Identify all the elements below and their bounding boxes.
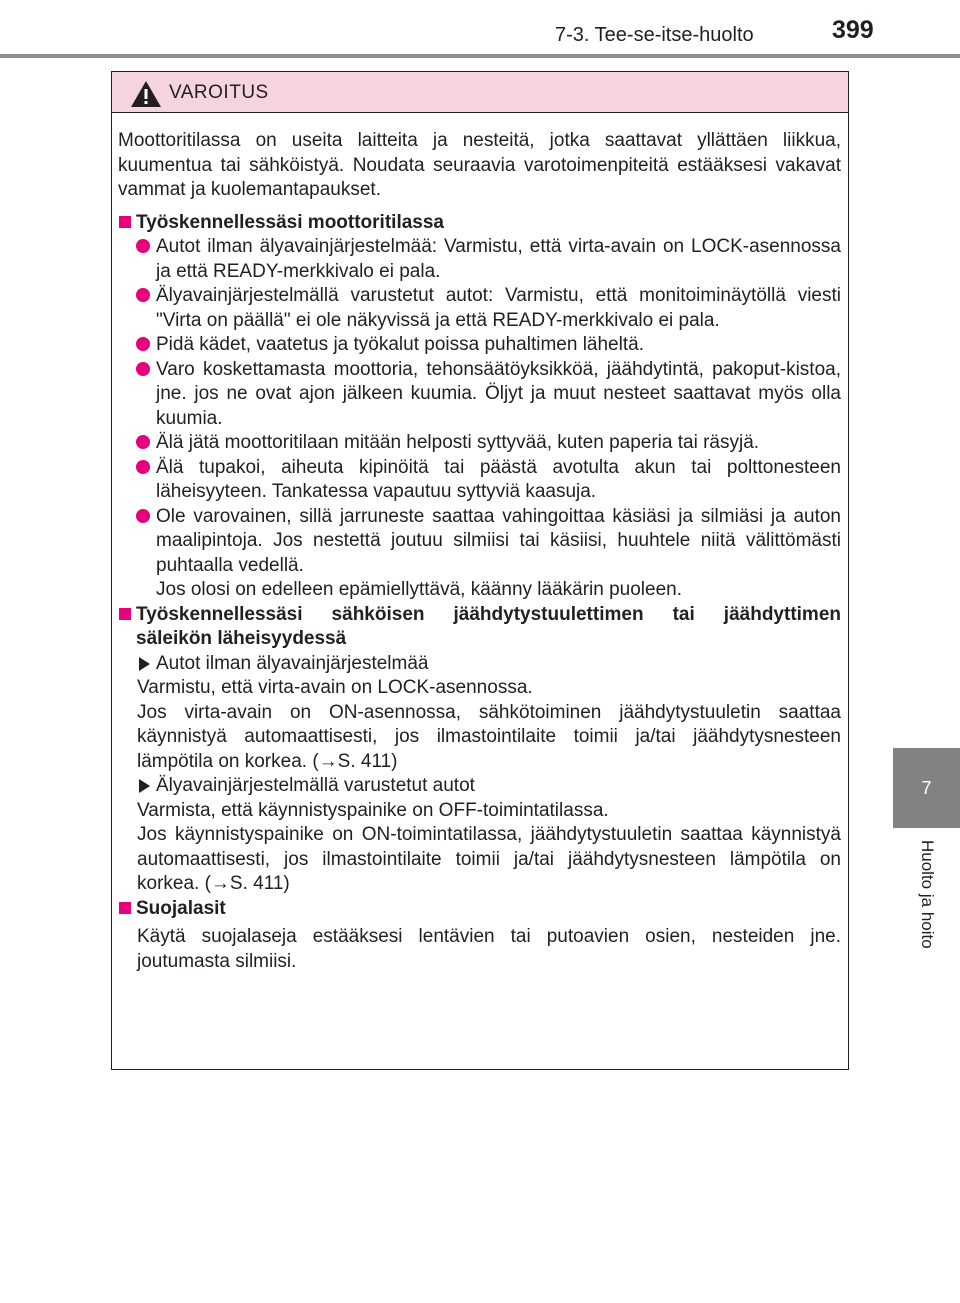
- section-heading: [118, 897, 841, 922]
- warning-triangle-icon: [129, 79, 163, 109]
- bullet-text: Ole varovainen, sillä jarruneste saattaa vahingoittaa käsiäsi ja silmiäsi ja auton maalipintoja. Jos nestettä joutuu silmiisi tai käsiisi, huuhtele niitä välittömästi puhtaalla vedellä.: [156, 505, 841, 576]
- paragraph: Käytä suojalaseja estääksesi lentävien tai putoavien osien, nesteiden jne. joutumasta silmiisi.: [137, 926, 841, 972]
- bullet-item: [118, 333, 841, 358]
- bullet-item: [118, 456, 841, 505]
- warning-content: [118, 129, 841, 974]
- bullet-item: [118, 284, 841, 333]
- dot-bullet-icon: [136, 288, 150, 302]
- dot-bullet-icon: [136, 460, 150, 474]
- paragraph: Jos virta-avain on ON-asennossa, sähkötoiminen jäähdytystuuletin saattaa käynnistyä automaattisesti, jos ilmastointilaite toimii ja/tai jäähdytysnesteen lämpötila on korkea. (→S. 411): [137, 701, 841, 772]
- dot-bullet-icon: [136, 362, 150, 376]
- chapter-title: Huolto ja hoito: [918, 840, 937, 949]
- triangle-bullet-icon: [139, 779, 150, 793]
- page-number: 399: [832, 16, 874, 44]
- section-heading-text: Työskennellessäsi moottoritilassa: [136, 211, 444, 233]
- bullet-text: Älä tupakoi, aiheuta kipinöitä tai päästä avotulta akun tai polttonesteen läheisyyteen. Tankatessa vapautuu syttyviä kaasuja.: [156, 456, 841, 502]
- dot-bullet-icon: [136, 239, 150, 253]
- sub-heading-text: Autot ilman älyavainjärjestelmää: [156, 652, 429, 674]
- dot-bullet-icon: [136, 509, 150, 523]
- square-bullet-icon: [119, 902, 131, 914]
- sub-heading-text: Älyavainjärjestelmällä varustetut autot: [156, 775, 475, 796]
- section-heading-text: Suojalasit: [136, 897, 226, 919]
- paragraph: Varmistu, että virta-avain on LOCK-asennossa.: [137, 677, 533, 698]
- warning-box: [111, 71, 849, 1070]
- bullet-text: Pidä kädet, vaatetus ja työkalut poissa puhaltimen läheltä.: [156, 334, 644, 355]
- bullet-text: Varo koskettamasta moottoria, tehonsäätöyksikköä, jäähdytintä, pakoput-kistoa, jne. jos ne ovat ajon jälkeen kuumia. Öljyt ja muut nesteet saattavat myös olla kuumia.: [156, 358, 841, 429]
- warning-title: VAROITUS: [169, 82, 269, 103]
- bullet-text: Älyavainjärjestelmällä varustetut autot: Varmistu, että monitoiminäytöllä viesti "Virta on päällä" ei ole näkyvissä ja että READY-merkkivalo ei pala.: [156, 285, 841, 331]
- bullet-item: [118, 431, 841, 456]
- section-heading: [118, 211, 841, 236]
- triangle-bullet-icon: [139, 657, 150, 671]
- paragraph: Jos käynnistyspainike on ON-toimintatilassa, jäähdytystuuletin saattaa käynnistyä automaattisesti, jos ilmastointilaite toimii ja/tai jäähdytysnesteen lämpötila on korkea. (→S. 411): [137, 824, 841, 894]
- square-bullet-icon: [119, 608, 131, 620]
- bullet-text: Autot ilman älyavainjärjestelmää: Varmistu, että virta-avain on LOCK-asennossa ja että READY-merkkivalo ei pala.: [156, 236, 841, 282]
- bullet-text: Älä jätä moottoritilaan mitään helposti syttyvää, kuten paperia tai räsyjä.: [156, 432, 760, 453]
- header-divider: [0, 54, 960, 58]
- section-heading: [118, 603, 841, 652]
- warning-intro: Moottoritilassa on useita laitteita ja nesteitä, jotka saattavat yllättäen liikkua, kuumentua tai sähköistyä. Noudata seuraavia varotoimenpiteitä estääksesi vakavat vammat ja kuolemantapaukset.: [118, 130, 841, 200]
- square-bullet-icon: [119, 216, 131, 228]
- bullet-item: [118, 505, 841, 603]
- section-heading-text-continued: säleikön läheisyydessä: [136, 628, 347, 649]
- sub-heading: [118, 652, 841, 677]
- bullet-item: [118, 235, 841, 284]
- bullet-item: [118, 358, 841, 432]
- section-heading-text: Työskennellessäsi sähköisen jäähdytystuulettimen tai jäähdyttimen: [136, 603, 841, 625]
- paragraph: Varmista, että käynnistyspainike on OFF-toimintatilassa.: [137, 799, 609, 821]
- chapter-number-tab[interactable]: 7: [893, 748, 960, 828]
- bullet-text-continued: Jos olosi on edelleen epämiellyttävä, käänny lääkärin puoleen.: [156, 579, 683, 600]
- dot-bullet-icon: [136, 435, 150, 449]
- warning-header: [112, 72, 848, 113]
- dot-bullet-icon: [136, 337, 150, 351]
- sub-heading: [118, 774, 841, 799]
- section-title: 7-3. Tee-se-itse-huolto: [555, 24, 754, 46]
